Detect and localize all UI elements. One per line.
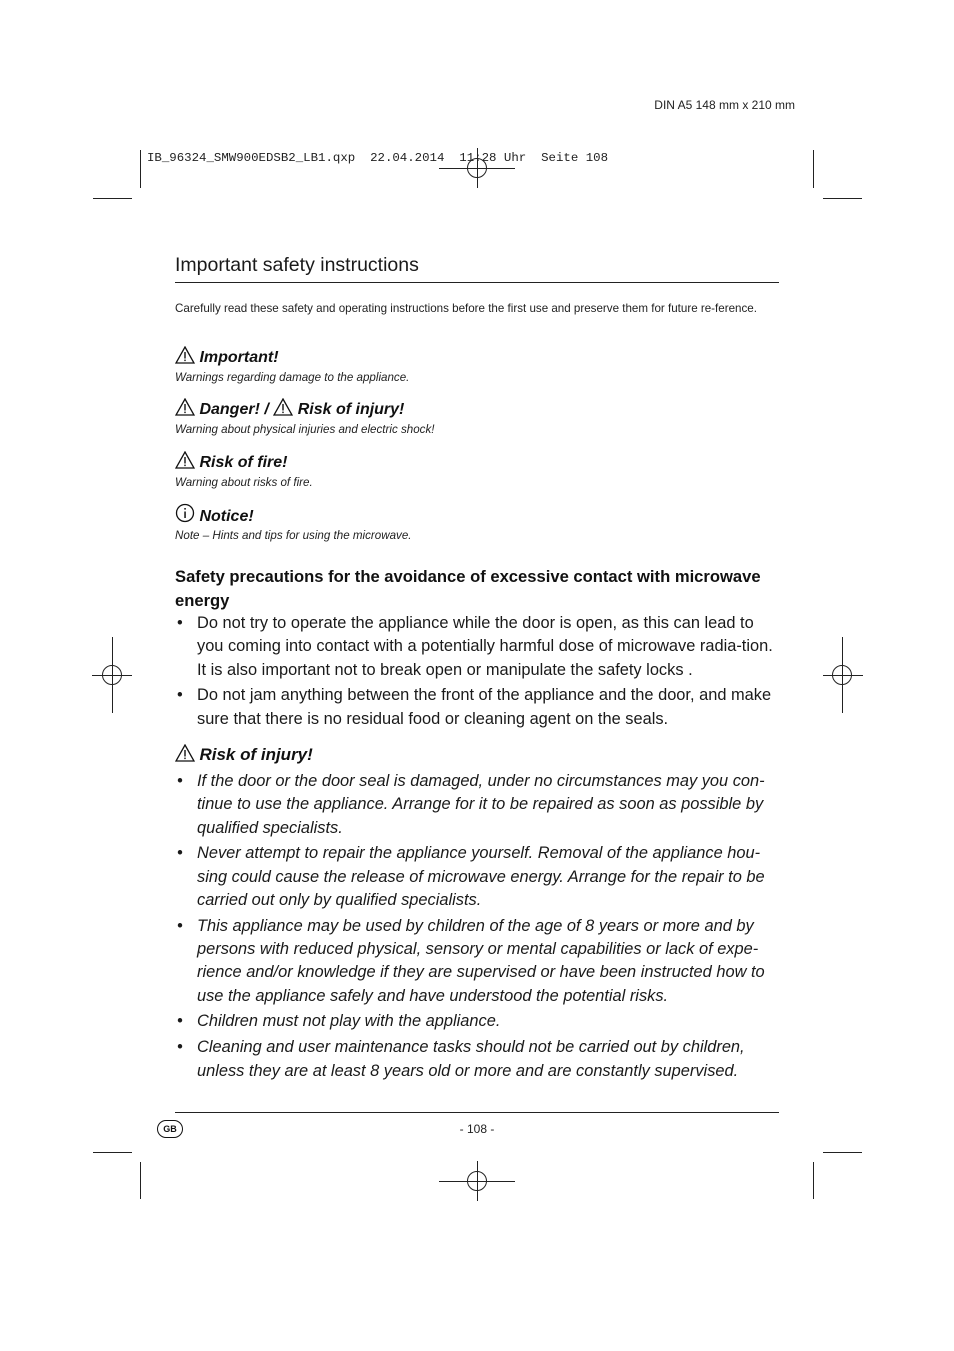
legend-label: Risk of fire! xyxy=(199,454,288,471)
warning-icon xyxy=(175,346,195,369)
warning-icon xyxy=(175,744,195,767)
warning-icon xyxy=(175,398,195,421)
risk-heading xyxy=(175,744,313,767)
title-rule xyxy=(175,282,779,283)
risk-heading-label: Risk of injury! xyxy=(199,745,313,764)
list-item: • Children must not play with the appliance. xyxy=(177,1012,501,1031)
legend-desc: Warning about physical injuries and electric shock! xyxy=(175,423,435,436)
warning-icon xyxy=(273,398,293,421)
legend-label: Important! xyxy=(199,349,279,366)
list-item: • Never attempt to repair the appliance yourself. Removal of the appliance hou-sing could cause the release of microwave energy. Arrange for the repair to be carried out only by qualified specialists. xyxy=(177,844,765,909)
legend-desc: Note – Hints and tips for using the microwave. xyxy=(175,529,412,542)
section-heading: Safety precautions for the avoidance of excessive contact with microwave energy xyxy=(175,567,761,610)
legend-desc: Warning about risks of fire. xyxy=(175,476,313,489)
page-number: - 108 - xyxy=(459,1122,495,1136)
legend-label: Notice! xyxy=(199,508,254,525)
language-badge: GB xyxy=(157,1120,183,1138)
list-item: • Cleaning and user maintenance tasks should not be carried out by children, unless they are at least 8 years old or more and are constantly supervised. xyxy=(177,1038,745,1080)
legend-desc: Warnings regarding damage to the appliance. xyxy=(175,371,410,384)
intro-text: Carefully read these safety and operating instructions before the first use and preserve them for future re-ference. xyxy=(175,302,757,315)
footer-rule xyxy=(175,1112,779,1113)
legend-danger xyxy=(175,398,404,421)
print-slug-line: IB_96324_SMW900EDSB2_LB1.qxp 22.04.2014 11:28 Uhr Seite 108 xyxy=(147,151,609,165)
list-item: • Do not try to operate the appliance while the door is open, as this can lead to you coming into contact with a potentially harmful dose of microwave radia-tion. It is also important not to break open or manipulate the safety locks . xyxy=(177,614,773,679)
legend-important xyxy=(175,346,279,369)
info-icon xyxy=(175,503,195,528)
legend-notice xyxy=(175,503,254,528)
legend-label-secondary: Risk of injury! xyxy=(297,401,405,418)
list-item: • If the door or the door seal is damaged, under no circumstances may you con-tinue to use the appliance. Arrange for it to be repaired as soon as possible by qualified specialists. xyxy=(177,772,765,837)
list-item: • Do not jam anything between the front of the appliance and the door, and make sure that there is no residual food or cleaning agent on the seals. xyxy=(177,686,772,728)
bullet-list xyxy=(175,770,779,1085)
bullet-list xyxy=(175,612,779,733)
page-title: Important safety instructions xyxy=(175,254,419,276)
print-format-label: DIN A5 148 mm x 210 mm xyxy=(654,98,795,112)
list-item: • This appliance may be used by children of the age of 8 years or more and by persons with reduced physical, sensory or mental capabilities or lack of expe-rience and/or knowledge if they are supervised or have been instructed how to use the appliance safely and have understood the potential risks. xyxy=(177,916,765,1005)
warning-icon xyxy=(175,451,195,474)
legend-fire xyxy=(175,451,287,474)
legend-label: Danger! / xyxy=(199,401,269,418)
